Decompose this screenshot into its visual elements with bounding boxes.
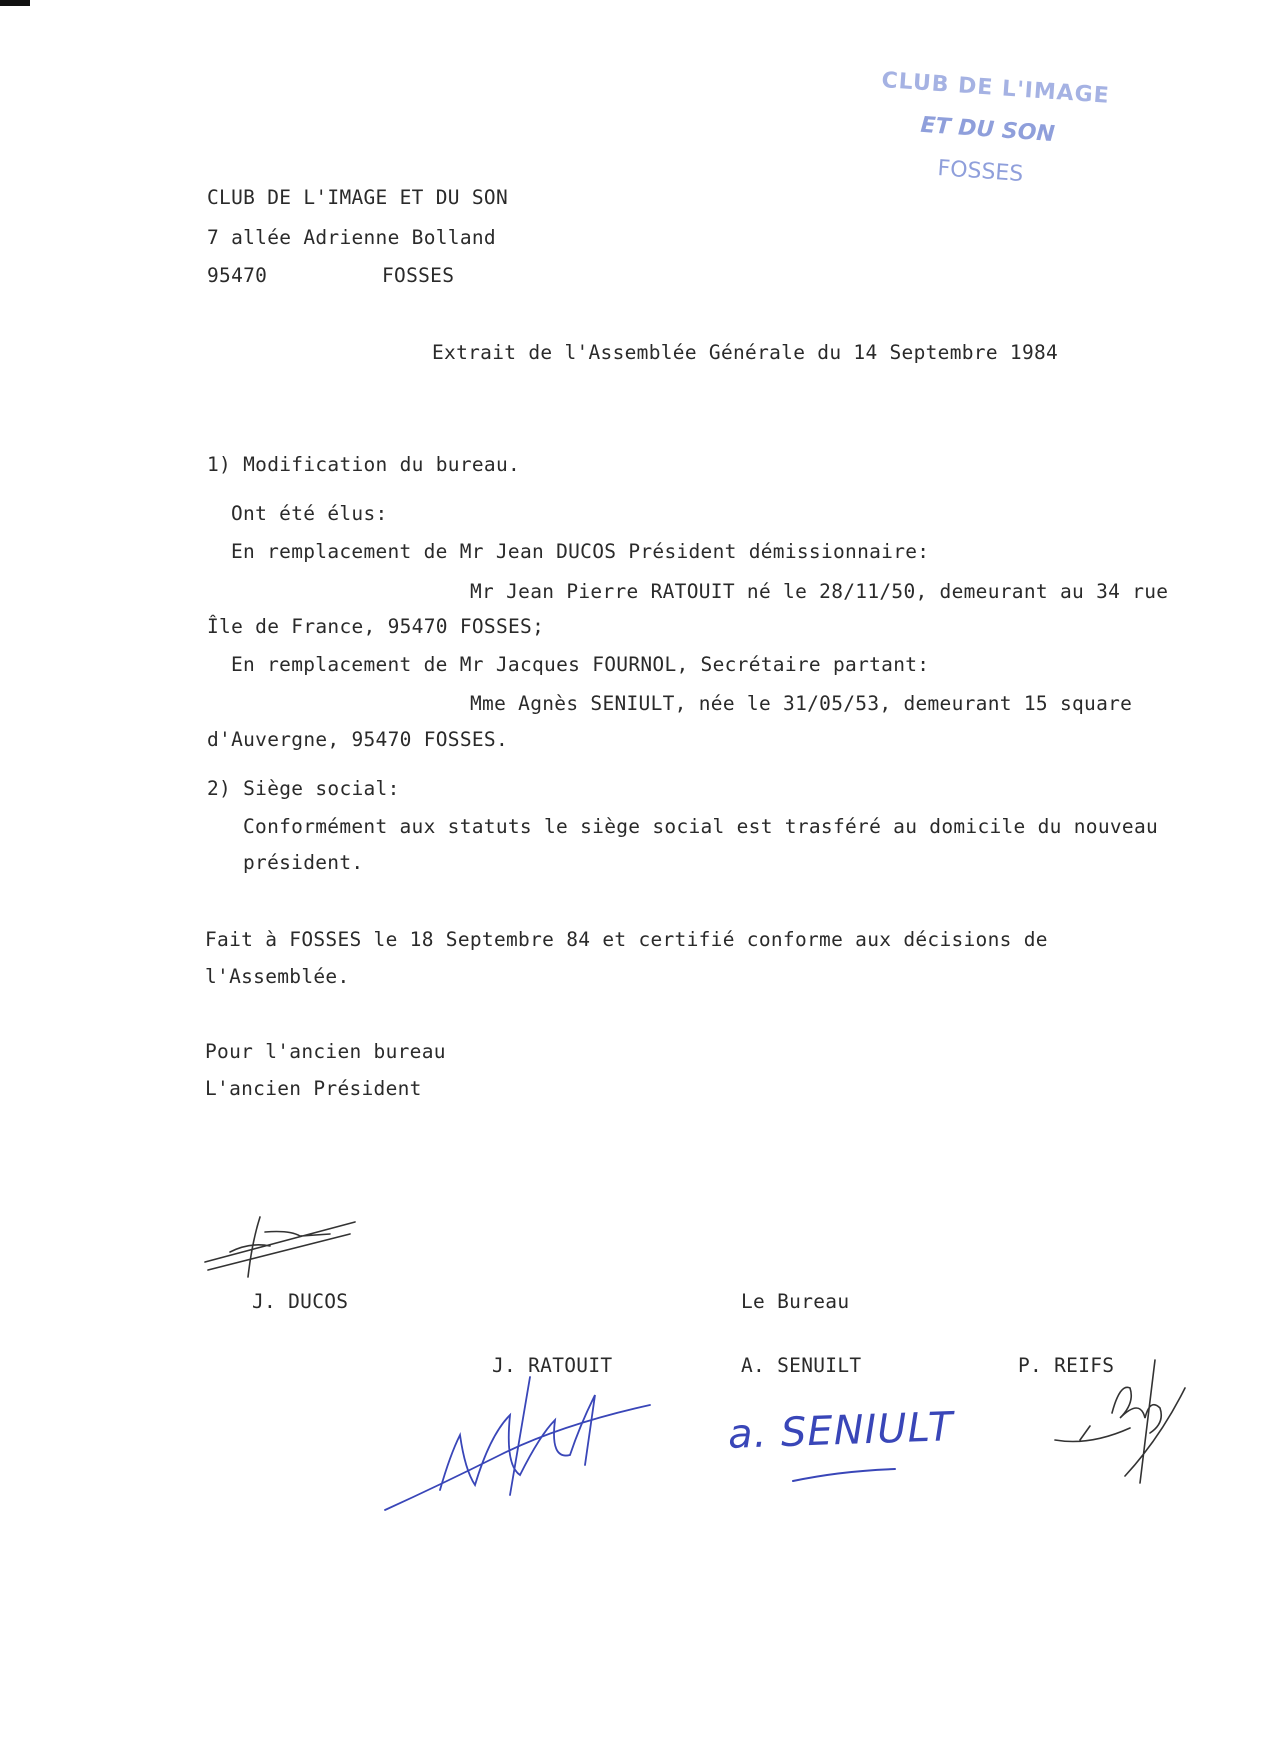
senuilt-signature-underline xyxy=(790,1465,900,1485)
senuilt-signature: a. SENIULT xyxy=(727,1404,955,1458)
signoff-line1: Pour l'ancien bureau xyxy=(205,1040,446,1063)
section2-line1: Conformément aux statuts le siège social est trasféré au domicile du nouveau xyxy=(243,815,1159,838)
ducos-signature xyxy=(200,1212,370,1282)
bureau-label: Le Bureau xyxy=(741,1290,850,1313)
section2-line2: président. xyxy=(243,851,364,874)
reifs-signature xyxy=(1050,1358,1190,1488)
sender-city: FOSSES xyxy=(382,264,455,287)
sender-postcode: 95470 xyxy=(207,264,268,287)
stamp-line-2: ET DU SON xyxy=(919,112,1056,148)
section1-replace2: En remplacement de Mr Jacques FOURNOL, Secrétaire partant: xyxy=(231,653,930,676)
ratouit-signature xyxy=(380,1375,660,1515)
section1-elected: Ont été élus: xyxy=(231,502,388,525)
scan-edge-mark xyxy=(0,0,30,6)
sig-name-senuilt: A. SENUILT xyxy=(741,1354,862,1377)
sig-name-ducos: J. DUCOS xyxy=(252,1290,349,1313)
section1-person2-line1: Mme Agnès SENIULT, née le 31/05/53, demeurant 15 square xyxy=(470,692,1133,715)
section2-heading: 2) Siège social: xyxy=(207,777,400,800)
section1-heading: 1) Modification du bureau. xyxy=(207,453,521,476)
stamp-line-1: CLUB DE L'IMAGE xyxy=(880,67,1111,109)
sig-name-ratouit: J. RATOUIT xyxy=(492,1354,613,1377)
signoff-line2: L'ancien Président xyxy=(205,1077,422,1100)
club-stamp xyxy=(866,67,1124,204)
closing-line2: l'Assemblée. xyxy=(205,965,350,988)
section1-person2-line2: d'Auvergne, 95470 FOSSES. xyxy=(207,728,508,751)
closing-line1: Fait à FOSSES le 18 Septembre 84 et certifié conforme aux décisions de xyxy=(205,928,1048,951)
section1-person1-line1: Mr Jean Pierre RATOUIT né le 28/11/50, demeurant au 34 rue xyxy=(470,580,1169,603)
section1-replace1: En remplacement de Mr Jean DUCOS Président démissionnaire: xyxy=(231,540,930,563)
document-title: Extrait de l'Assemblée Générale du 14 Septembre 1984 xyxy=(432,341,1059,364)
section1-person1-line2: Île de France, 95470 FOSSES; xyxy=(207,615,545,638)
sender-street: 7 allée Adrienne Bolland xyxy=(207,226,496,249)
stamp-line-3: FOSSES xyxy=(936,156,1025,188)
sig-name-reifs: P. REIFS xyxy=(1018,1354,1115,1377)
sender-name: CLUB DE L'IMAGE ET DU SON xyxy=(207,186,508,209)
